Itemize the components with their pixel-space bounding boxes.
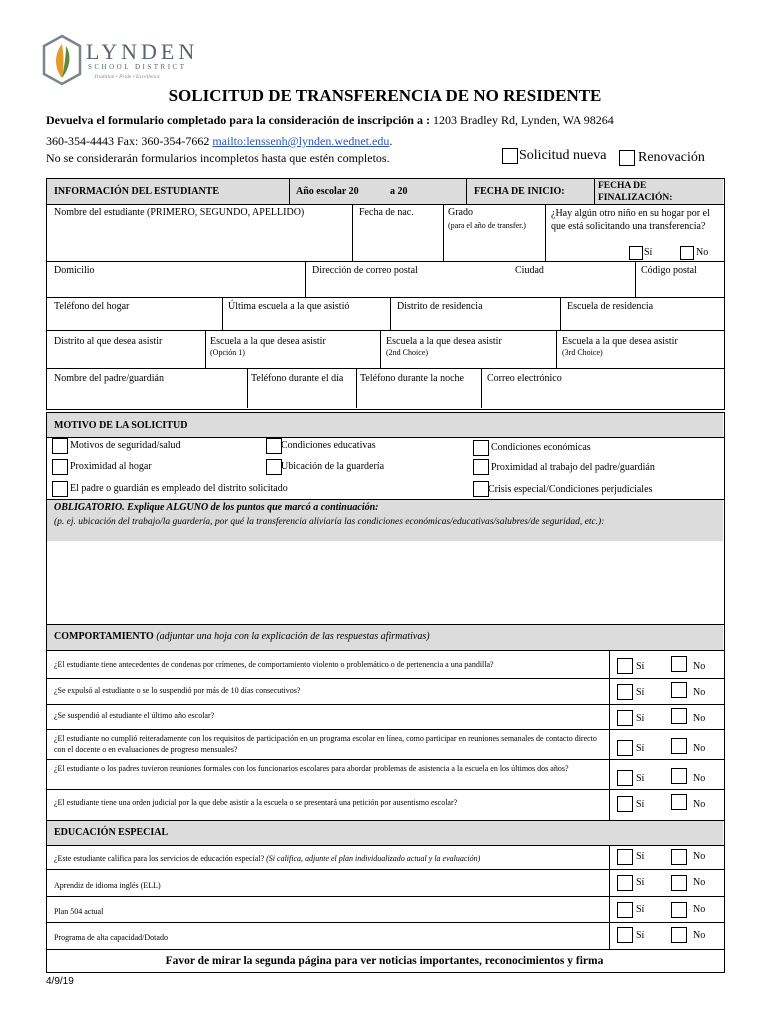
behavior-q4-no: No	[693, 743, 706, 754]
sped-q2-yes-checkbox[interactable]	[617, 875, 633, 891]
behavior-q2: ¿Se expulsó al estudiante o se lo suspendió por más de 10 días consecutivos?	[54, 686, 301, 695]
behavior-q5-no-checkbox[interactable]	[671, 768, 687, 784]
new-request-checkbox[interactable]	[502, 148, 518, 164]
sped-q4-no: No	[693, 930, 706, 941]
renewal-label: Renovación	[638, 150, 705, 165]
return-label: Devuelva el formulario completado para la consideración de inscripción a :	[46, 113, 430, 127]
behavior-q6-no-checkbox[interactable]	[671, 794, 687, 810]
behavior-q3: ¿Se suspendió al estudiante el último año escolar?	[54, 711, 215, 720]
sped-q4-yes-checkbox[interactable]	[617, 927, 633, 943]
sped-q1-yes: Sí	[636, 851, 645, 862]
email-link-period: .	[389, 134, 393, 148]
behavior-q2-no-checkbox[interactable]	[671, 682, 687, 698]
sped-q2-no-checkbox[interactable]	[671, 875, 687, 891]
reason-parent-work-label: Proximidad al trabajo del padre/guardián	[491, 462, 655, 473]
behavior-q3-no-checkbox[interactable]	[671, 708, 687, 724]
night-phone-label: Teléfono durante la noche	[360, 373, 464, 384]
sped-q4: Programa de alta capacidad/Dotado	[54, 933, 168, 942]
student-name-label: Nombre del estudiante (PRIMERO, SEGUNDO, APELLIDO)	[54, 207, 305, 218]
behavior-q2-yes-checkbox[interactable]	[617, 684, 633, 700]
reason-daycare-checkbox[interactable]	[266, 459, 282, 475]
phone-fax: 360-354-4443 Fax: 360-354-7662	[46, 134, 210, 148]
see-page-two-note: Favor de mirar la segunda página para ver noticias importantes, reconocimientos y firma	[165, 955, 604, 967]
behavior-note: (adjuntar una hoja con la explicación de las respuestas afirmativas)	[156, 631, 430, 642]
option2-note: (2nd Choice)	[386, 348, 428, 357]
start-date-label: FECHA DE INICIO:	[474, 186, 565, 197]
new-request-label: Solicitud nueva	[519, 148, 607, 163]
desired-school-1-label: Escuela a la que desea asistir	[210, 336, 326, 347]
grade-note: (para el año de transfer.)	[448, 221, 526, 230]
behavior-q5: ¿El estudiante o los padres tuvieron reuniones formales con los funcionarios escolares para abordar problemas de asistencia a la escuela en los últimos dos años?	[54, 764, 569, 773]
address-label: Domicilio	[54, 265, 95, 276]
logo-tagline: Tradition • Pride • Excellence	[94, 74, 160, 80]
page-title: SOLICITUD DE TRANSFERENCIA DE NO RESIDENTE	[168, 86, 602, 105]
reason-parent-work-checkbox[interactable]	[473, 459, 489, 475]
behavior-q1-no-checkbox[interactable]	[671, 656, 687, 672]
city-label: Ciudad	[515, 265, 544, 276]
behavior-q3-yes-checkbox[interactable]	[617, 710, 633, 726]
behavior-q4-yes: Sí	[636, 743, 645, 754]
reason-employee-label: El padre o guardián es empleado del distrito solicitado	[70, 483, 288, 494]
res-district-label: Distrito de residencia	[397, 301, 483, 312]
home-phone-label: Teléfono del hogar	[54, 301, 130, 312]
return-instructions	[46, 113, 614, 128]
reason-title: MOTIVO DE LA SOLICITUD	[54, 420, 188, 431]
zip-label: Código postal	[641, 265, 697, 276]
sibling-no-checkbox[interactable]	[680, 246, 694, 260]
desired-district-label: Distrito al que desea asistir	[54, 336, 163, 347]
end-date-label: FECHA DE FINALIZACIÓN:	[598, 181, 673, 203]
reason-educational-checkbox[interactable]	[266, 438, 282, 454]
behavior-title-row	[54, 631, 430, 642]
reason-home-label: Proximidad al hogar	[70, 461, 152, 472]
behavior-q6-no: No	[693, 799, 706, 810]
desired-school-2-label: Escuela a la que desea asistir	[386, 336, 502, 347]
behavior-q2-no: No	[693, 687, 706, 698]
sibling-question: ¿Hay algún otro niño en su hogar por el que está solicitando una transferencia?	[551, 208, 710, 232]
sibling-no-label: No	[696, 247, 709, 258]
behavior-q5-yes-checkbox[interactable]	[617, 770, 633, 786]
behavior-q6-yes: Sí	[636, 799, 645, 810]
school-year-label: Año escolar 20	[296, 186, 359, 197]
behavior-q5-no: No	[693, 773, 706, 784]
behavior-q3-no: No	[693, 713, 706, 724]
form-date: 4/9/19	[46, 976, 74, 987]
behavior-q2-yes: Sí	[636, 687, 645, 698]
sped-q1-no: No	[693, 851, 706, 862]
sped-q1-note: (Si califica, adjunte el plan individualizado actual y la evaluación)	[266, 854, 481, 863]
return-address: 1203 Bradley Rd, Lynden, WA 98264	[432, 113, 614, 127]
reason-safety-checkbox[interactable]	[52, 438, 68, 454]
school-year-to: a 20	[390, 186, 408, 197]
incomplete-note: No se considerarán formularios incompletos hasta que estén completos.	[46, 151, 390, 165]
sped-q3-no: No	[693, 904, 706, 915]
contact-line	[46, 134, 392, 149]
sped-q1-text: ¿Este estudiante califica para los servicios de educación especial?	[54, 854, 265, 863]
sped-q2-no: No	[693, 877, 706, 888]
behavior-q4: ¿El estudiante no cumplió reiteradamente con los requisitos de participación en un programa escolar en línea, como participar en reuniones semanales de contacto directo con el docente o en evaluaciones de progreso mensuales?	[54, 734, 597, 754]
behavior-q3-yes: Sí	[636, 713, 645, 724]
student-info-title: INFORMACIÓN DEL ESTUDIANTE	[54, 186, 220, 197]
sped-q3-yes: Sí	[636, 904, 645, 915]
behavior-q1-yes-checkbox[interactable]	[617, 658, 633, 674]
sped-q3: Plan 504 actual	[54, 907, 104, 916]
reason-safety-label: Motivos de seguridad/salud	[70, 440, 181, 451]
grade-label: Grado	[448, 207, 473, 218]
behavior-title: COMPORTAMIENTO	[54, 631, 154, 642]
reason-home-checkbox[interactable]	[52, 459, 68, 475]
option3-note: (3rd Choice)	[562, 348, 603, 357]
email-link[interactable]: mailto:lenssenh@lynden.wednet.edu	[212, 134, 390, 148]
option1-note: (Opción 1)	[210, 348, 245, 357]
sibling-yes-label: Sí	[644, 247, 653, 258]
behavior-q1-no: No	[693, 661, 706, 672]
reason-economic-label: Condiciones económicas	[491, 442, 591, 453]
sped-q3-no-checkbox[interactable]	[671, 902, 687, 918]
behavior-q1-yes: Sí	[636, 661, 645, 672]
behavior-q6-yes-checkbox[interactable]	[617, 796, 633, 812]
sped-q2-yes: Sí	[636, 877, 645, 888]
sped-title: EDUCACIÓN ESPECIAL	[54, 827, 169, 838]
sped-q1-no-checkbox[interactable]	[671, 849, 687, 865]
behavior-q1: ¿El estudiante tiene antecedentes de condenas por crímenes, de comportamiento violento o problemático o de pertenencia a una pandilla?	[54, 660, 494, 669]
mailing-label: Dirección de correo postal	[312, 265, 418, 276]
last-school-label: Última escuela a la que asistió	[228, 301, 350, 312]
behavior-q4-no-checkbox[interactable]	[671, 738, 687, 754]
sped-q4-yes: Sí	[636, 930, 645, 941]
reason-economic-checkbox[interactable]	[473, 440, 489, 456]
sped-q1-yes-checkbox[interactable]	[617, 849, 633, 865]
reason-explanation-area[interactable]	[47, 542, 723, 624]
reason-crisis-label: Crisis especial/Condiciones perjudiciales	[488, 484, 653, 495]
day-phone-label: Teléfono durante el día	[251, 373, 344, 384]
reason-daycare-label: Ubicación de la guardería	[281, 461, 385, 472]
mandatory-example: (p. ej. ubicación del trabajo/la guardería, por qué la transferencia aliviaría las condiciones económicas/educativas/salubres/de seguridad, etc.):	[54, 517, 605, 527]
reason-educational-label: Condiciones educativas	[281, 440, 376, 451]
reason-employee-checkbox[interactable]	[52, 481, 68, 497]
desired-school-3-label: Escuela a la que desea asistir	[562, 336, 678, 347]
email-label: Correo electrónico	[487, 373, 562, 384]
sped-q2: Aprendiz de idioma inglés (ELL)	[54, 881, 161, 890]
mandatory-title: OBLIGATORIO. Explique ALGUNO de los puntos que marcó a continuación:	[54, 502, 379, 513]
renewal-checkbox[interactable]	[619, 150, 635, 166]
res-school-label: Escuela de residencia	[567, 301, 654, 312]
behavior-q6: ¿El estudiante tiene una orden judicial por la que debe asistir a la escuela o se presentará una petición por ausentismo escolar?	[54, 798, 458, 807]
logo-subtitle: SCHOOL DISTRICT	[88, 63, 187, 71]
sped-q3-yes-checkbox[interactable]	[617, 902, 633, 918]
logo-name: LYNDEN	[86, 39, 199, 64]
parent-name-label: Nombre del padre/guardián	[54, 373, 164, 384]
behavior-q4-yes-checkbox[interactable]	[617, 740, 633, 756]
sped-q4-no-checkbox[interactable]	[671, 927, 687, 943]
reason-crisis-checkbox[interactable]	[473, 481, 489, 497]
behavior-q5-yes: Sí	[636, 773, 645, 784]
sibling-yes-checkbox[interactable]	[629, 246, 643, 260]
dob-label: Fecha de nac.	[359, 207, 414, 218]
sped-q1	[54, 854, 606, 863]
